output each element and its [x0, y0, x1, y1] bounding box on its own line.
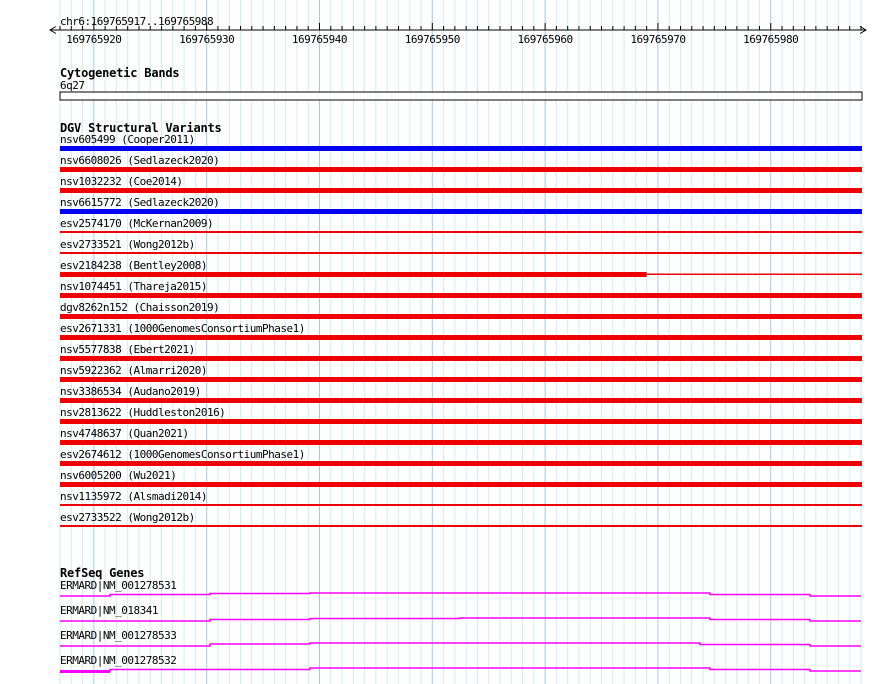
dgv-variant-label[interactable]: nsv4748637 (Quan2021) — [60, 427, 189, 440]
dgv-variant-label[interactable]: nsv5922362 (Almarri2020) — [60, 364, 207, 377]
dgv-variant-label[interactable]: nsv5577838 (Ebert2021) — [60, 343, 195, 356]
dgv-variant-label[interactable]: nsv605499 (Cooper2011) — [60, 133, 195, 146]
dgv-variant-label[interactable]: nsv6608026 (Sedlazeck2020) — [60, 154, 220, 167]
dgv-variant-label[interactable]: nsv2813622 (Huddleston2016) — [60, 406, 226, 419]
dgv-variant-label[interactable]: esv2733522 (Wong2012b) — [60, 511, 195, 524]
refseq-gene-line[interactable] — [60, 593, 861, 596]
dgv-variant-bar[interactable] — [60, 314, 862, 319]
dgv-variant-line[interactable] — [60, 525, 862, 527]
dgv-variant-bar[interactable] — [60, 377, 862, 382]
dgv-variant-label[interactable]: nsv6615772 (Sedlazeck2020) — [60, 196, 220, 209]
dgv-variant-bar[interactable] — [60, 398, 862, 403]
dgv-variant-bar[interactable] — [60, 482, 862, 487]
dgv-variant-line[interactable] — [60, 504, 862, 506]
dgv-variant-line[interactable] — [60, 231, 862, 233]
dgv-variant-label[interactable]: esv2574170 (McKernan2009) — [60, 217, 214, 230]
ruler-tick-label: 169765970 — [630, 33, 686, 46]
dgv-variant-label[interactable]: esv2184238 (Bentley2008) — [60, 259, 207, 272]
dgv-variant-bar[interactable] — [60, 272, 647, 277]
dgv-variant-bar[interactable] — [60, 188, 862, 193]
dgv-variant-bar[interactable] — [60, 293, 862, 298]
ruler-tick-label: 169765920 — [66, 33, 122, 46]
ruler-tick-label: 169765930 — [179, 33, 235, 46]
region-title: chr6:169765917..169765988 — [60, 15, 214, 28]
dgv-variant-bar[interactable] — [60, 419, 862, 424]
dgv-variant-line[interactable] — [647, 274, 862, 276]
dgv-variant-bar[interactable] — [60, 335, 862, 340]
dgv-variant-label[interactable]: esv2671331 (1000GenomesConsortiumPhase1) — [60, 322, 305, 335]
refseq-gene-line[interactable] — [60, 618, 861, 621]
dgv-variant-label[interactable]: nsv1032232 (Coe2014) — [60, 175, 183, 188]
dgv-variant-bar[interactable] — [60, 209, 862, 214]
dgv-variant-label[interactable]: esv2733521 (Wong2012b) — [60, 238, 195, 251]
refseq-gene-label[interactable]: ERMARD|NM_001278531 — [60, 579, 177, 592]
cytoband-box — [60, 92, 862, 100]
dgv-variant-bar[interactable] — [60, 146, 862, 151]
refseq-gene-label[interactable]: ERMARD|NM_001278533 — [60, 629, 177, 642]
ruler-tick-label: 169765940 — [291, 33, 348, 46]
refseq-gene-line[interactable] — [60, 668, 861, 672]
ruler-tick-label: 169765980 — [743, 33, 799, 46]
dgv-variant-label[interactable]: nsv3386534 (Audano2019) — [60, 385, 201, 398]
dgv-track-header: DGV Structural Variants — [60, 121, 222, 135]
dgv-variant-bar[interactable] — [60, 440, 862, 445]
refseq-gene-label[interactable]: ERMARD|NM_001278532 — [60, 654, 177, 667]
ruler-tick-label: 169765960 — [517, 33, 573, 46]
refseq-gene-line[interactable] — [60, 643, 861, 646]
dgv-variant-label[interactable]: dgv8262n152 (Chaisson2019) — [60, 301, 220, 314]
dgv-variant-bar[interactable] — [60, 167, 862, 172]
refseq-gene-label[interactable]: ERMARD|NM_018341 — [60, 604, 158, 617]
dgv-variant-label[interactable]: esv2674612 (1000GenomesConsortiumPhase1) — [60, 448, 305, 461]
cytoband-track-header: Cytogenetic Bands — [60, 66, 180, 80]
dgv-variant-label[interactable]: nsv1074451 (Thareja2015) — [60, 280, 207, 293]
dgv-variant-label[interactable]: nsv1135972 (Alsmadi2014) — [60, 490, 207, 503]
dgv-variant-bar[interactable] — [60, 461, 862, 466]
ruler-tick-label: 169765950 — [404, 33, 460, 46]
cytoband-label: 6q27 — [60, 79, 85, 92]
dgv-variant-line[interactable] — [60, 252, 862, 254]
dgv-variant-label[interactable]: nsv6005200 (Wu2021) — [60, 469, 177, 482]
refseq-track-header: RefSeq Genes — [60, 566, 145, 580]
dgv-variant-bar[interactable] — [60, 356, 862, 361]
